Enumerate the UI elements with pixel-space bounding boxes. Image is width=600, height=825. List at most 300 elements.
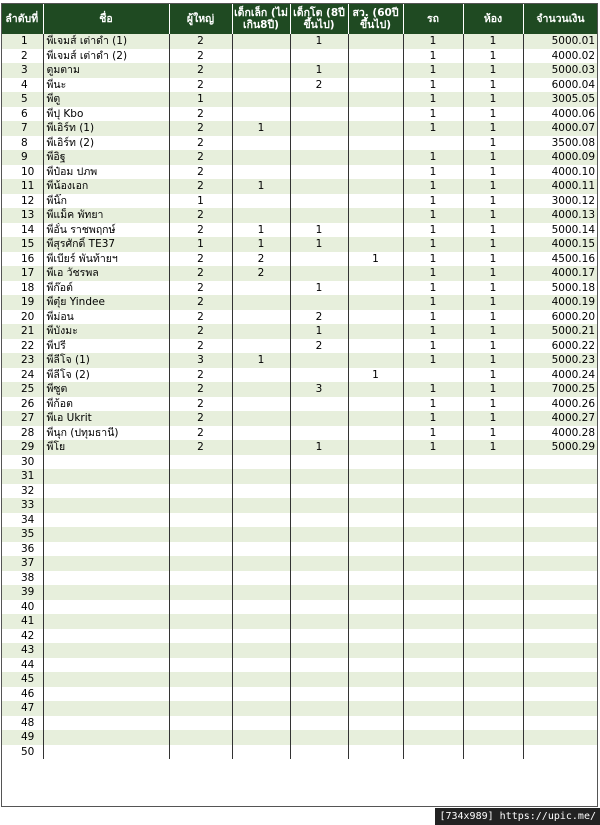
cell-adult[interactable]: 2 <box>169 49 232 64</box>
cell-name[interactable] <box>43 672 169 687</box>
cell-child-big[interactable] <box>290 542 348 557</box>
cell-amount[interactable]: 4000.09 <box>523 150 598 165</box>
cell-number[interactable]: 50 <box>1 745 43 760</box>
cell-room[interactable]: 1 <box>463 382 523 397</box>
cell-child-small[interactable] <box>232 310 290 325</box>
cell-adult[interactable]: 2 <box>169 411 232 426</box>
cell-adult[interactable]: 1 <box>169 237 232 252</box>
cell-amount[interactable] <box>523 513 598 528</box>
cell-senior[interactable] <box>348 513 403 528</box>
cell-car[interactable]: 1 <box>403 223 463 238</box>
cell-senior[interactable] <box>348 353 403 368</box>
cell-room[interactable] <box>463 600 523 615</box>
cell-child-big[interactable]: 1 <box>290 34 348 49</box>
cell-adult[interactable]: 2 <box>169 382 232 397</box>
cell-room[interactable] <box>463 701 523 716</box>
cell-adult[interactable] <box>169 469 232 484</box>
cell-child-big[interactable]: 1 <box>290 223 348 238</box>
cell-number[interactable]: 30 <box>1 455 43 470</box>
cell-amount[interactable] <box>523 455 598 470</box>
header-room[interactable]: ห้อง <box>463 3 523 34</box>
cell-car[interactable] <box>403 687 463 702</box>
cell-room[interactable]: 1 <box>463 310 523 325</box>
cell-senior[interactable] <box>348 745 403 760</box>
cell-amount[interactable]: 5000.29 <box>523 440 598 455</box>
cell-name[interactable] <box>43 687 169 702</box>
cell-amount[interactable] <box>523 730 598 745</box>
cell-number[interactable]: 3 <box>1 63 43 78</box>
cell-senior[interactable]: 1 <box>348 368 403 383</box>
cell-name[interactable]: พี่นะ <box>43 78 169 93</box>
cell-senior[interactable] <box>348 281 403 296</box>
cell-name[interactable]: พี่เอ Ukrit <box>43 411 169 426</box>
cell-child-big[interactable] <box>290 208 348 223</box>
cell-car[interactable] <box>403 571 463 586</box>
cell-number[interactable]: 7 <box>1 121 43 136</box>
cell-child-big[interactable]: 1 <box>290 63 348 78</box>
cell-senior[interactable] <box>348 440 403 455</box>
cell-car[interactable]: 1 <box>403 382 463 397</box>
cell-child-big[interactable] <box>290 556 348 571</box>
cell-amount[interactable]: 7000.25 <box>523 382 598 397</box>
cell-car[interactable]: 1 <box>403 121 463 136</box>
cell-amount[interactable]: 4000.10 <box>523 165 598 180</box>
cell-amount[interactable] <box>523 571 598 586</box>
cell-name[interactable]: พี่น้องเอก <box>43 179 169 194</box>
cell-child-small[interactable]: 1 <box>232 223 290 238</box>
cell-adult[interactable] <box>169 556 232 571</box>
cell-senior[interactable] <box>348 498 403 513</box>
cell-room[interactable]: 1 <box>463 223 523 238</box>
cell-child-big[interactable] <box>290 397 348 412</box>
cell-child-small[interactable] <box>232 658 290 673</box>
cell-number[interactable]: 40 <box>1 600 43 615</box>
cell-senior[interactable] <box>348 643 403 658</box>
cell-name[interactable]: พี่เอ วัชรพล <box>43 266 169 281</box>
cell-number[interactable]: 34 <box>1 513 43 528</box>
cell-car[interactable]: 1 <box>403 78 463 93</box>
cell-child-big[interactable] <box>290 484 348 499</box>
cell-number[interactable]: 21 <box>1 324 43 339</box>
cell-child-big[interactable] <box>290 498 348 513</box>
cell-amount[interactable] <box>523 600 598 615</box>
cell-adult[interactable]: 2 <box>169 179 232 194</box>
cell-room[interactable] <box>463 498 523 513</box>
cell-room[interactable] <box>463 687 523 702</box>
cell-child-small[interactable] <box>232 150 290 165</box>
cell-number[interactable]: 28 <box>1 426 43 441</box>
cell-name[interactable]: พี่สุรศักดิ์ TE37 <box>43 237 169 252</box>
cell-child-small[interactable]: 1 <box>232 353 290 368</box>
cell-child-big[interactable] <box>290 411 348 426</box>
cell-name[interactable] <box>43 701 169 716</box>
cell-room[interactable]: 1 <box>463 324 523 339</box>
cell-adult[interactable] <box>169 571 232 586</box>
cell-room[interactable]: 1 <box>463 295 523 310</box>
cell-adult[interactable]: 2 <box>169 121 232 136</box>
cell-room[interactable] <box>463 513 523 528</box>
cell-child-small[interactable] <box>232 78 290 93</box>
cell-senior[interactable] <box>348 658 403 673</box>
header-child-small[interactable]: เด็กเล็ก (ไม่เกิน8ปี) <box>232 3 290 34</box>
cell-senior[interactable] <box>348 49 403 64</box>
cell-amount[interactable] <box>523 556 598 571</box>
cell-number[interactable]: 48 <box>1 716 43 731</box>
cell-name[interactable]: พี่ตู <box>43 92 169 107</box>
cell-name[interactable]: พี่บังมะ <box>43 324 169 339</box>
cell-child-big[interactable] <box>290 49 348 64</box>
cell-name[interactable] <box>43 629 169 644</box>
cell-child-small[interactable] <box>232 745 290 760</box>
cell-car[interactable]: 1 <box>403 237 463 252</box>
cell-child-small[interactable] <box>232 208 290 223</box>
cell-adult[interactable] <box>169 730 232 745</box>
cell-name[interactable]: พี่ป๋อม ปภพ <box>43 165 169 180</box>
cell-adult[interactable]: 2 <box>169 339 232 354</box>
cell-senior[interactable] <box>348 107 403 122</box>
cell-number[interactable]: 22 <box>1 339 43 354</box>
cell-number[interactable]: 17 <box>1 266 43 281</box>
cell-number[interactable]: 45 <box>1 672 43 687</box>
cell-child-small[interactable] <box>232 295 290 310</box>
cell-adult[interactable]: 2 <box>169 252 232 267</box>
cell-number[interactable]: 24 <box>1 368 43 383</box>
cell-child-small[interactable] <box>232 498 290 513</box>
cell-child-big[interactable]: 2 <box>290 78 348 93</box>
cell-senior[interactable] <box>348 600 403 615</box>
cell-child-big[interactable] <box>290 687 348 702</box>
cell-car[interactable]: 1 <box>403 194 463 209</box>
cell-room[interactable]: 1 <box>463 237 523 252</box>
cell-number[interactable]: 18 <box>1 281 43 296</box>
cell-car[interactable]: 1 <box>403 252 463 267</box>
cell-number[interactable]: 15 <box>1 237 43 252</box>
cell-senior[interactable] <box>348 78 403 93</box>
cell-name[interactable]: พี่ปุ Kbo <box>43 107 169 122</box>
cell-amount[interactable]: 3000.12 <box>523 194 598 209</box>
cell-car[interactable]: 1 <box>403 92 463 107</box>
cell-number[interactable]: 5 <box>1 92 43 107</box>
cell-car[interactable]: 1 <box>403 49 463 64</box>
cell-car[interactable]: 1 <box>403 63 463 78</box>
cell-senior[interactable] <box>348 208 403 223</box>
cell-amount[interactable]: 5000.18 <box>523 281 598 296</box>
cell-child-small[interactable]: 1 <box>232 237 290 252</box>
cell-child-small[interactable] <box>232 527 290 542</box>
cell-adult[interactable] <box>169 672 232 687</box>
cell-child-small[interactable] <box>232 281 290 296</box>
cell-name[interactable]: พี่นิ๊ก <box>43 194 169 209</box>
cell-child-small[interactable] <box>232 716 290 731</box>
cell-child-big[interactable]: 3 <box>290 382 348 397</box>
cell-amount[interactable] <box>523 542 598 557</box>
cell-amount[interactable]: 4000.24 <box>523 368 598 383</box>
cell-adult[interactable]: 2 <box>169 63 232 78</box>
cell-car[interactable] <box>403 513 463 528</box>
cell-room[interactable]: 1 <box>463 136 523 151</box>
cell-number[interactable]: 25 <box>1 382 43 397</box>
cell-room[interactable]: 1 <box>463 92 523 107</box>
cell-child-big[interactable] <box>290 353 348 368</box>
cell-child-big[interactable] <box>290 121 348 136</box>
cell-room[interactable] <box>463 556 523 571</box>
cell-number[interactable]: 47 <box>1 701 43 716</box>
cell-number[interactable]: 13 <box>1 208 43 223</box>
cell-child-big[interactable] <box>290 252 348 267</box>
cell-child-small[interactable] <box>232 542 290 557</box>
cell-child-big[interactable] <box>290 527 348 542</box>
cell-room[interactable] <box>463 455 523 470</box>
cell-adult[interactable]: 2 <box>169 440 232 455</box>
cell-child-big[interactable] <box>290 730 348 745</box>
cell-number[interactable]: 33 <box>1 498 43 513</box>
cell-adult[interactable]: 2 <box>169 150 232 165</box>
cell-car[interactable] <box>403 672 463 687</box>
cell-number[interactable]: 46 <box>1 687 43 702</box>
cell-child-big[interactable] <box>290 701 348 716</box>
cell-name[interactable] <box>43 600 169 615</box>
cell-child-big[interactable]: 1 <box>290 324 348 339</box>
cell-amount[interactable] <box>523 629 598 644</box>
cell-adult[interactable]: 2 <box>169 208 232 223</box>
cell-child-big[interactable] <box>290 136 348 151</box>
cell-child-big[interactable] <box>290 469 348 484</box>
cell-name[interactable]: พี่ม่อน <box>43 310 169 325</box>
cell-name[interactable] <box>43 498 169 513</box>
cell-adult[interactable] <box>169 687 232 702</box>
cell-number[interactable]: 9 <box>1 150 43 165</box>
cell-amount[interactable]: 4000.19 <box>523 295 598 310</box>
cell-name[interactable]: พี่นุก (ปทุมธานี) <box>43 426 169 441</box>
cell-adult[interactable]: 2 <box>169 324 232 339</box>
cell-adult[interactable]: 2 <box>169 295 232 310</box>
cell-name[interactable]: พี่เบียร์ พันท้ายฯ <box>43 252 169 267</box>
cell-car[interactable] <box>403 600 463 615</box>
cell-name[interactable] <box>43 571 169 586</box>
cell-senior[interactable] <box>348 310 403 325</box>
cell-name[interactable]: พี่ก้อต <box>43 397 169 412</box>
cell-number[interactable]: 42 <box>1 629 43 644</box>
header-car[interactable]: รถ <box>403 3 463 34</box>
cell-adult[interactable] <box>169 585 232 600</box>
cell-child-big[interactable] <box>290 107 348 122</box>
cell-adult[interactable] <box>169 614 232 629</box>
cell-room[interactable]: 1 <box>463 252 523 267</box>
cell-adult[interactable]: 2 <box>169 310 232 325</box>
cell-number[interactable]: 14 <box>1 223 43 238</box>
cell-amount[interactable]: 5000.23 <box>523 353 598 368</box>
cell-adult[interactable] <box>169 658 232 673</box>
cell-senior[interactable] <box>348 136 403 151</box>
cell-senior[interactable] <box>348 92 403 107</box>
cell-name[interactable] <box>43 658 169 673</box>
cell-amount[interactable]: 4000.26 <box>523 397 598 412</box>
cell-car[interactable]: 1 <box>403 440 463 455</box>
cell-room[interactable]: 1 <box>463 397 523 412</box>
cell-child-small[interactable] <box>232 585 290 600</box>
cell-child-big[interactable] <box>290 672 348 687</box>
cell-room[interactable]: 1 <box>463 426 523 441</box>
cell-child-small[interactable] <box>232 469 290 484</box>
cell-room[interactable]: 1 <box>463 49 523 64</box>
cell-number[interactable]: 10 <box>1 165 43 180</box>
cell-adult[interactable]: 2 <box>169 266 232 281</box>
cell-room[interactable]: 1 <box>463 266 523 281</box>
cell-amount[interactable]: 6000.04 <box>523 78 598 93</box>
cell-child-big[interactable] <box>290 92 348 107</box>
cell-senior[interactable] <box>348 194 403 209</box>
cell-number[interactable]: 6 <box>1 107 43 122</box>
cell-child-big[interactable] <box>290 426 348 441</box>
cell-amount[interactable]: 4500.16 <box>523 252 598 267</box>
cell-senior[interactable] <box>348 382 403 397</box>
cell-name[interactable]: พี่ลีโจ (1) <box>43 353 169 368</box>
cell-number[interactable]: 26 <box>1 397 43 412</box>
cell-room[interactable] <box>463 716 523 731</box>
cell-child-small[interactable] <box>232 701 290 716</box>
cell-child-small[interactable] <box>232 63 290 78</box>
cell-amount[interactable] <box>523 672 598 687</box>
cell-number[interactable]: 16 <box>1 252 43 267</box>
cell-amount[interactable]: 4000.27 <box>523 411 598 426</box>
cell-car[interactable] <box>403 368 463 383</box>
cell-name[interactable]: ตูมตาม <box>43 63 169 78</box>
cell-car[interactable]: 1 <box>403 150 463 165</box>
cell-child-big[interactable] <box>290 600 348 615</box>
cell-name[interactable] <box>43 469 169 484</box>
cell-amount[interactable] <box>523 701 598 716</box>
cell-adult[interactable]: 1 <box>169 194 232 209</box>
cell-name[interactable] <box>43 527 169 542</box>
cell-number[interactable]: 8 <box>1 136 43 151</box>
cell-child-small[interactable] <box>232 556 290 571</box>
cell-senior[interactable] <box>348 223 403 238</box>
cell-car[interactable]: 1 <box>403 107 463 122</box>
cell-senior[interactable] <box>348 527 403 542</box>
cell-adult[interactable] <box>169 745 232 760</box>
cell-room[interactable]: 1 <box>463 208 523 223</box>
cell-child-small[interactable] <box>232 194 290 209</box>
cell-child-big[interactable] <box>290 165 348 180</box>
cell-car[interactable] <box>403 469 463 484</box>
cell-number[interactable]: 27 <box>1 411 43 426</box>
cell-child-big[interactable] <box>290 745 348 760</box>
cell-room[interactable] <box>463 745 523 760</box>
cell-car[interactable]: 1 <box>403 295 463 310</box>
cell-car[interactable] <box>403 484 463 499</box>
cell-amount[interactable]: 4000.28 <box>523 426 598 441</box>
cell-adult[interactable] <box>169 716 232 731</box>
cell-number[interactable]: 31 <box>1 469 43 484</box>
cell-amount[interactable]: 5000.21 <box>523 324 598 339</box>
cell-child-small[interactable] <box>232 614 290 629</box>
cell-room[interactable]: 1 <box>463 107 523 122</box>
cell-senior[interactable] <box>348 295 403 310</box>
cell-car[interactable] <box>403 585 463 600</box>
cell-car[interactable]: 1 <box>403 324 463 339</box>
cell-name[interactable]: พี่โย <box>43 440 169 455</box>
cell-adult[interactable] <box>169 484 232 499</box>
cell-amount[interactable]: 5000.01 <box>523 34 598 49</box>
cell-adult[interactable] <box>169 629 232 644</box>
cell-name[interactable] <box>43 716 169 731</box>
cell-adult[interactable]: 2 <box>169 223 232 238</box>
cell-amount[interactable] <box>523 716 598 731</box>
cell-room[interactable]: 1 <box>463 121 523 136</box>
cell-name[interactable]: พี่ก๊อต์ <box>43 281 169 296</box>
cell-child-big[interactable] <box>290 513 348 528</box>
cell-child-big[interactable] <box>290 571 348 586</box>
cell-room[interactable]: 1 <box>463 78 523 93</box>
cell-adult[interactable]: 2 <box>169 78 232 93</box>
cell-number[interactable]: 2 <box>1 49 43 64</box>
cell-adult[interactable]: 3 <box>169 353 232 368</box>
cell-amount[interactable] <box>523 658 598 673</box>
cell-child-big[interactable] <box>290 150 348 165</box>
cell-child-big[interactable] <box>290 266 348 281</box>
cell-name[interactable] <box>43 513 169 528</box>
cell-adult[interactable] <box>169 701 232 716</box>
cell-child-big[interactable]: 2 <box>290 339 348 354</box>
cell-room[interactable] <box>463 484 523 499</box>
cell-name[interactable] <box>43 556 169 571</box>
cell-name[interactable] <box>43 614 169 629</box>
cell-amount[interactable] <box>523 614 598 629</box>
cell-room[interactable] <box>463 542 523 557</box>
cell-adult[interactable]: 2 <box>169 426 232 441</box>
cell-senior[interactable] <box>348 585 403 600</box>
cell-senior[interactable] <box>348 542 403 557</box>
header-child-big[interactable]: เด็กโต (8ปีขึ้นไป) <box>290 3 348 34</box>
cell-amount[interactable] <box>523 687 598 702</box>
cell-child-big[interactable] <box>290 179 348 194</box>
cell-senior[interactable] <box>348 701 403 716</box>
cell-room[interactable] <box>463 527 523 542</box>
cell-room[interactable] <box>463 629 523 644</box>
cell-adult[interactable] <box>169 600 232 615</box>
cell-room[interactable]: 1 <box>463 179 523 194</box>
cell-car[interactable]: 1 <box>403 397 463 412</box>
cell-number[interactable]: 44 <box>1 658 43 673</box>
cell-name[interactable]: พี่เอิร์ท (2) <box>43 136 169 151</box>
cell-room[interactable]: 1 <box>463 440 523 455</box>
cell-adult[interactable]: 2 <box>169 136 232 151</box>
cell-room[interactable]: 1 <box>463 339 523 354</box>
cell-child-small[interactable] <box>232 440 290 455</box>
cell-number[interactable]: 32 <box>1 484 43 499</box>
cell-child-big[interactable] <box>290 455 348 470</box>
cell-name[interactable]: พี่ซูต <box>43 382 169 397</box>
cell-room[interactable] <box>463 469 523 484</box>
cell-number[interactable]: 23 <box>1 353 43 368</box>
cell-amount[interactable]: 4000.07 <box>523 121 598 136</box>
cell-senior[interactable] <box>348 339 403 354</box>
cell-number[interactable]: 37 <box>1 556 43 571</box>
cell-car[interactable]: 1 <box>403 339 463 354</box>
cell-amount[interactable]: 5000.03 <box>523 63 598 78</box>
cell-name[interactable] <box>43 643 169 658</box>
header-senior[interactable]: สว. (60ปี ขึ้นไป) <box>348 3 403 34</box>
cell-child-big[interactable]: 1 <box>290 440 348 455</box>
cell-child-big[interactable]: 1 <box>290 237 348 252</box>
cell-amount[interactable] <box>523 745 598 760</box>
cell-senior[interactable] <box>348 571 403 586</box>
header-number[interactable]: ลำดับที่ <box>1 3 43 34</box>
cell-name[interactable] <box>43 585 169 600</box>
cell-name[interactable] <box>43 745 169 760</box>
cell-adult[interactable] <box>169 498 232 513</box>
cell-car[interactable]: 1 <box>403 281 463 296</box>
